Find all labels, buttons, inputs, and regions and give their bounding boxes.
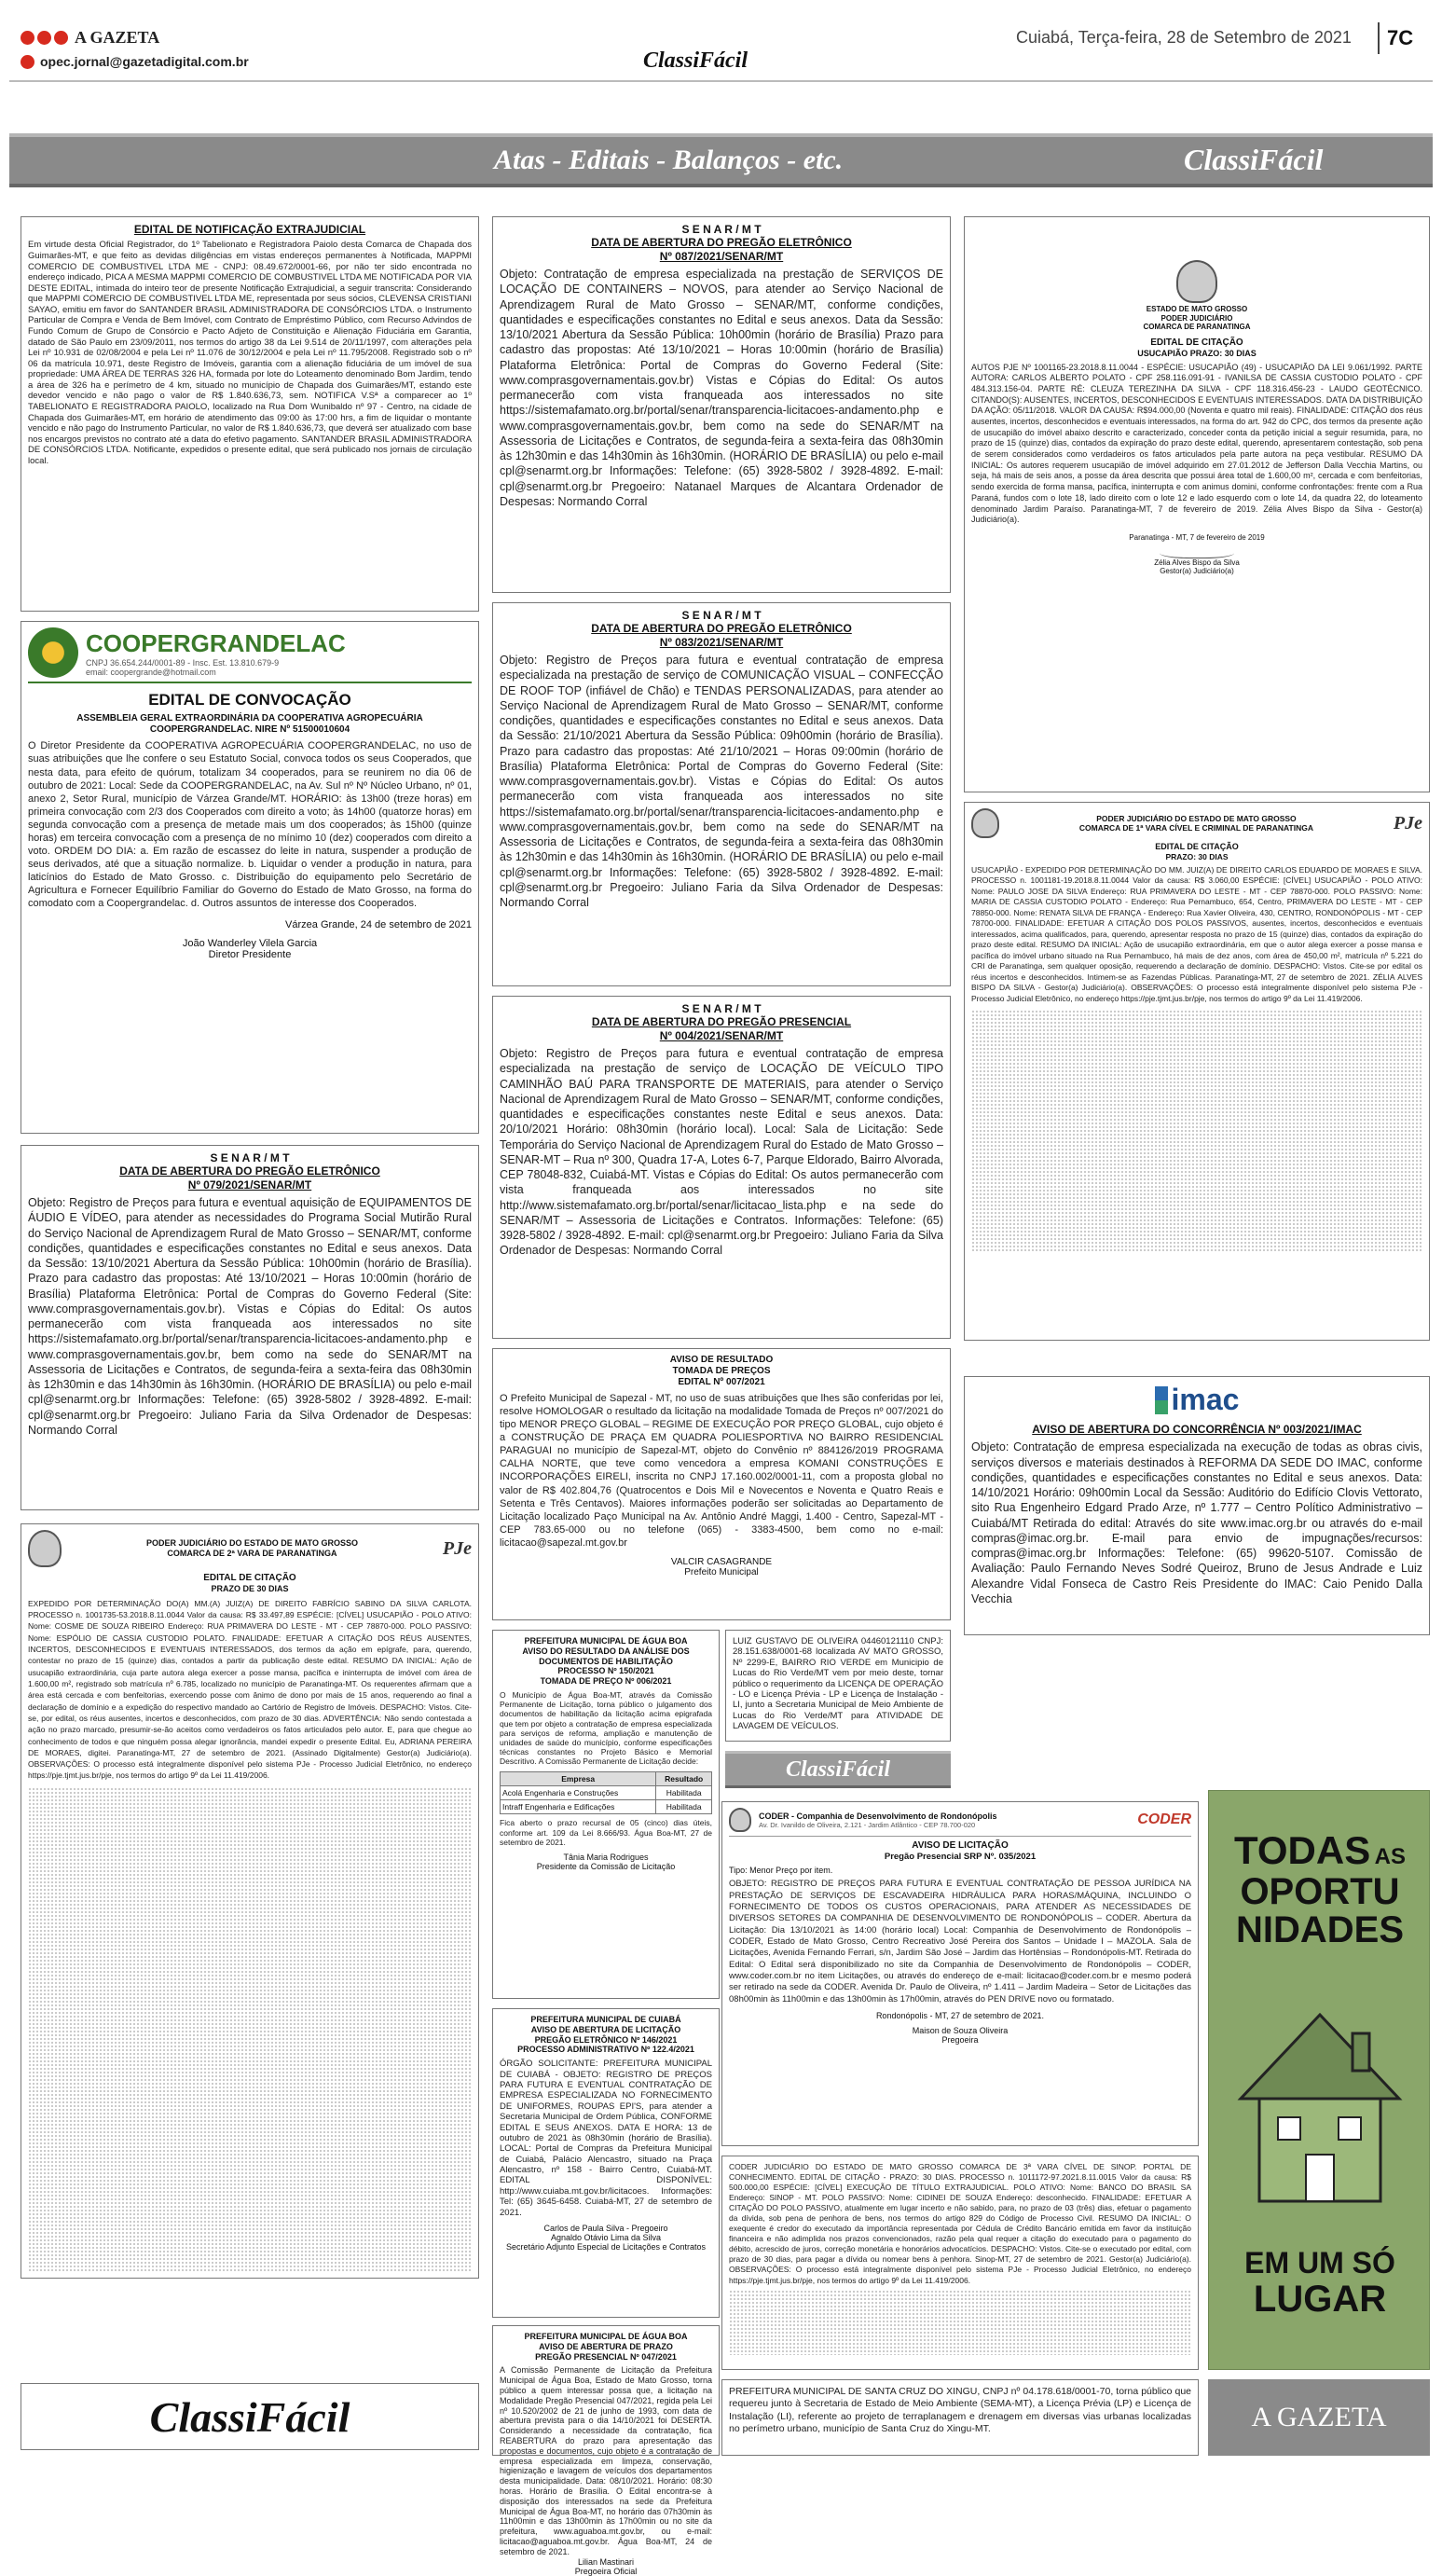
santa-body: PREFEITURA MUNICIPAL DE SANTA CRUZ DO XINGU, CNPJ nº 04.178.618/0001-70, torna público que requereu junto à Secretaria de Estado de Meio Ambiente (SEMA-MT), a Licença Prévia (LP) e Licença de Instalação (LI), referente ao projeto de terraplanagem e drenagem em diversas vias urbanas localizadas no perímetro urbano, município de Santa Cruz do Xingu-MT. — [729, 2386, 1191, 2435]
classifacil-mini-banner — [725, 1751, 951, 1788]
coop-subtitle: ASSEMBLEIA GERAL EXTRAORDINÁRIA DA COOPERATIVA AGROPECUÁRIA COOPERGRANDELAC. NIRE Nº 51500010604 — [76, 713, 423, 736]
aguaboa-modality: TOMADA DE PREÇO Nº 006/2021 — [540, 1676, 672, 1687]
court-comarca: COMARCA DE PARANATINGA — [1143, 323, 1251, 332]
coop-place: Várzea Grande, 24 de setembro de 2021 — [285, 919, 472, 931]
senar-body: Objeto: Registro de Preços para futura e eventual aquisição de EQUIPAMENTOS DE ÁUDIO E VÍDEO, para atender as necessidades do Programa Social Mutirão Rural do Serviço Nacional de Aprendizagem Rural de Mato Grosso – SENAR/MT, conforme condições, quantidades e especificações constantes no Edital e seus anexos. Data da Sessão: 13/10/2021 Abertura da Sessão Pública: 10h00min (horário de Brasília). Prazo para cadastro das propostas: Até 13/10/2021 – Horas 10:00min (horário de Brasília) Plataforma Eletrônica: Portal de Compras do Governo Federal (Site: www.comprasgovernamentais.gov.br). Vistas e Cópias do Edital: Os autos permanecerão com vista franqueada aos interessados no site https://sistemafamato.org.br/portal/senar/transparencia-licitacoes-andamento.php e www.comprasgovernamentais.gov.br, bem como na sede do SENAR/MT na Assessoria de Licitações e Contratos, de segunda-feira a sexta-feira das 08h30min às 12h30min e das 14h30min às 16h30min. (HORÁRIO DE BRASÍLIA) ou pelo e-mail cpl@senarmt.org.br Informações: Telefone: (65) 3928-5802 / 3928-4892. E-mail: cpl@senarmt.org.br Pregoeiro: Juliano Faria da Silva Ordenador de Despesas: Normando Corral — [28, 1196, 472, 1437]
coder-address: Av. Dr. Ivanildo de Oliveira, 2.121 - Jardim Atlântico - CEP 78.700-020 — [759, 1820, 976, 1829]
page-date: Cuiabá, Terça-feira, 28 de Setembro de 2021 — [1016, 28, 1352, 47]
court-header: PODER JUDICIÁRIO — [1160, 313, 1233, 323]
citation-fine-print — [28, 1787, 472, 2272]
senar-title: DATA DE ABERTURA DO PREGÃO ELETRÔNICO — [591, 236, 852, 250]
citation-title: EDITAL DE CITAÇÃO — [203, 1573, 296, 1583]
notice-extrajudicial — [21, 216, 479, 612]
notice-senar-presencial-004 — [492, 996, 951, 1339]
aguaboa-signatory: Tânia Maria Rodrigues — [563, 1853, 649, 1863]
aguaboa2-org: PREFEITURA MUNICIPAL DE ÁGUA BOA — [524, 2332, 688, 2341]
cuiaba-body: ÓRGÃO SOLICITANTE: PREFEITURA MUNICIPAL DE CUIABÁ - OBJETO: REGISTRO DE PREÇOS PARA FUTURA E EVENTUAL CONTRATAÇÃO DE EMPRESA ESPECIALIZADA NO FORNECIMENTO DE UNIFORMES, ROUPAS EPI'S, para atender a Secretaria Municipal de Ordem Pública, CONFORME EDITAL E SEUS ANEXOS. DATA E HORA: 13 de outubro de 2021 às 08h30min (horário de Brasília). LOCAL: Portal de Compras da Prefeitura Municipal de Cuiabá, Palácio Alencastro, situado na Praça Alencastro, nº 158 - Bairro Centro, Cuiabá-MT. EDITAL DISPONÍVEL: http://www.cuiaba.mt.gov.br/licitacoes. Informações: Tel: (65) 3645-6458. Cuiabá-MT, 27 de setembro de 2021. — [500, 2059, 712, 2218]
page-number: 7C — [1387, 26, 1414, 49]
table-row — [501, 1800, 712, 1814]
result-signatory-role: Prefeito Municipal — [684, 1566, 759, 1577]
senar-number: Nº 083/2021/SENAR/MT — [659, 635, 784, 649]
notice-paranatinga-citation — [964, 216, 1430, 792]
page-header — [0, 0, 1442, 78]
senar-title: DATA DE ABERTURA DO PREGÃO PRESENCIAL — [591, 1015, 852, 1029]
logo-dot-icon — [37, 31, 51, 45]
judicial-body: CODER JUDICIÁRIO DO ESTADO DE MATO GROSSO COMARCA DE 3ª VARA CÍVEL DE SINOP. PORTAL DE CONHECIMENTO. EDITAL DE CITAÇÃO - PRAZO: 30 DIAS. PROCESSO n. 1011172-97.2021.8.11.0015 Valor da causa: R$ 500.000,00 ESPÉCIE: [CÍVEL] EXECUÇÃO DE TÍTULO EXTRAJUDICIAL. POLO ATIVO: Nome: BANCO DO BRASIL SA Endereço: SINOP - MT. POLO PASSIVO: Nome: CIDINEI DE SOUZA Endereço: desconhecido. FINALIDADE: EFETUAR A CITAÇÃO DO POLO PASSIVO, atualmente em lugar incerto e não sabido, para, no prazo de 03 (três) dias, efetuar o pagamento da dívida, sob pena de penhora de bens, nos termos do artigo 829 do Código de Processo Civil. RESUMO DA INICIAL: O exequente é credor do executado da importância representada por Cédula de Crédito Bancário emitida em favor da instituição financeira e não adimplida nos prazos convencionados, razão pela qual requer a citação do executado para o pagamento do débito, acrescido de juros, correção monetária e honorários advocatícios. DESPACHO: Vistos. Cite-se o executado por edital, com prazo de 30 dias, para pagar a dívida ou nomear bens à penhora. Sinop-MT, 27 de setembro de 2021. Gestor(a) Judiciário(a). OBSERVAÇÕES: O processo está integralmente disponível pelo sistema PJe - Processo Judicial Eletrônico, no endereço https://pje.tjmt.jus.br/pje, nos termos do artigo 9º da Lei 11.419/2006. — [729, 2162, 1191, 2285]
notice-senar-079 — [21, 1145, 479, 1510]
aguaboa2-signatory: Lilian Mastinari — [577, 2556, 635, 2567]
contact-email-row — [21, 54, 249, 69]
aguaboa-footer: Fica aberto o prazo recursal de 05 (cinco) dias úteis, conforme art. 109 da Lei 8.666/93. Água Boa-MT, 27 de setembro de 2021. — [500, 1818, 712, 1847]
promo-line-1: TODAS — [1233, 1828, 1371, 1872]
footer-logo-box — [21, 2383, 479, 2450]
aguaboa-process: PROCESSO Nº 150/2021 — [557, 1666, 654, 1676]
citation-title: EDITAL DE CITAÇÃO — [1155, 842, 1239, 851]
promo-ad — [1208, 1790, 1430, 2370]
table-header: Empresa — [501, 1772, 656, 1786]
header-divider — [1378, 22, 1380, 54]
senar-body: Objeto: Registro de Preços para futura e eventual contratação de empresa especializada na prestação de serviço de LOCAÇÃO DE VEÍCULO TIPO CAMINHÃO BAÚ PARA TRANSPORTE DE MATERIAIS, para atender o Serviço Nacional de Aprendizagem Rural de Mato Grosso – SENAR/MT, conforme condições, quantidades e especificações constantes neste Edital e seus anexos. Data: 20/10/2021 Horário: 08h30min (horário local). Local: Sala de Licitação: Sede Temporária do Serviço Nacional de Aprendizagem Rural do Estado de Mato Grosso – SENAR-MT – Rua nº 300, Quadra 17-A, Lotes 6-7, Parque Eldorado, Bairro Alvorada, CEP 78048-832, Cuiabá-MT. Vistas e Cópias do Edital: Os autos permanecerão com vista franqueada aos interessados no site http://www.sistemafamato.org.br/portal/senar/licitacao_lista.php e na sede do SENAR/MT – Assessoria de Licitações e Contratos. Informações: Telefone: (65) 3928-5802 / 3928-4892. E-mail: cpl@senarmt.org.br Pregoeiro: Juliano Faria da Silva Ordenador de Despesas: Normando Corral — [500, 1047, 943, 1258]
state-crest-icon — [1176, 260, 1217, 303]
coop-signatory: João Wanderley Vilela Garcia — [182, 938, 318, 950]
section-banner — [9, 133, 1433, 187]
citation-body: USUCAPIÃO - EXPEDIDO POR DETERMINAÇÃO DO MM. JUIZ(A) DE DIREITO CARLOS EDUARDO DE MORAES E SILVA. PROCESSO n. 1001181-19.2018.8.11.0044 Valor da causa: R$ 3.060,00 ESPÉCIE: [CÍVEL] USUCAPIÃO - POLO ATIVO: Nome: PAULO JOSE DA SILVA Endereço: RUA PRIMAVERA DO LESTE - MT - CEP 78870-000. POLO PASSIVO: Nome: MARIA DE CASSIA CUSTODIO POLATO - Endereço: Rua Pernambuco, 654, Centro, PRIMAVERA DO LESTE - MT - CEP 78850-000. Nome: RENATA SILVA DE FRANÇA - Endereço: Rua Xavier Oliveira, 430, CENTRO, RONDONÓPOLIS - MT - CEP 78700-000. FINALIDADE: EFETUAR A CITAÇÃO DOS POLOS PASSIVOS, ausentes, incertos, desconhecidos e eventuais interessados, acima qualificados, para, querendo, apresentar resposta no prazo de 15 (quinze) dias, contados da expiração do prazo deste edital. RESUMO DA INICIAL: Ação de usucapião extraordinária, em que o autor alega exercer a posse mansa e pacífica do imóvel urbano situado na Rua Pernambuco, há mais de dez anos, com área de 450,00 m², matrícula nº 5.221 do CRI de Paranatinga, sem qualquer oposição, requerendo a declaração de domínio. DESPACHO: Vistos. Cite-se por edital os réus incertos e desconhecidos. Intimem-se as Fazendas Públicas. Paranatinga-MT, 27 de setembro de 2021. ZÉLIA ALVES BISPO DA SILVA - Gestor(a) Judiciário(a). OBSERVAÇÕES: O processo está integralmente disponível pelo sistema PJe - Processo Judicial Eletrônico, no endereço https://pje.tjmt.jus.br/pje, nos termos do artigo 9º da Lei 11.419/2006. — [971, 864, 1422, 1003]
citation-fine-print — [971, 1010, 1422, 1252]
coop-name: COOPERGRANDELAC — [86, 628, 346, 657]
senar-number: Nº 087/2021/SENAR/MT — [659, 249, 784, 263]
promo-line-5: LUGAR — [1253, 2279, 1387, 2320]
promo-line-4: EM UM SÓ — [1244, 2246, 1395, 2280]
imac-logo-icon — [1155, 1386, 1168, 1414]
notice-coder-judicial — [721, 2156, 1199, 2370]
table-header: Resultado — [656, 1772, 712, 1786]
court-header: PODER JUDICIÁRIO DO ESTADO DE MATO GROSSO — [145, 1538, 358, 1549]
citation-body: AUTOS PJE Nº 1001165-23.2018.8.11.0044 - ESPÉCIE: USUCAPIÃO (49) - USUCAPIÃO DA LEI 9.061/1992. PARTE AUTORA: CARLOS ALBERTO POLATO - CPF 258.116.091-91 - IVANILSA DE CASSIA CUSTODIO POLATO - CPF 484.313.156-04. PARTE RÉ: CLEUZA TEREZINHA DA SILVA - CPF 118.316.456-23 - LAUDO GEOTÉCNICO. CITANDO(S): AUSENTES, INCERTOS, DESCONHECIDOS E EVENTUAIS INTERESSADOS. DATA DA DISTRIBUIÇÃO DA AÇÃO: 05/11/2018. VALOR DA CAUSA: R$94.000,00 (Noventa e quatro mil reais). FINALIDADE: CITAÇÃO dos réus ausentes, incertos, desconhecidos e eventuais interessados, na forma do art. 942 do CPC, dos termos da presente ação de usucapião do imóvel abaixo descrito e caracterizado, conceder conta da petição inicial a seguir resumida, para, no prazo de 15 (quinze) dias, contados da expiração do prazo deste edital, querendo, apresentarem contestação, sob pena de serem considerados como verdadeiros os fatos articulados pela parte autora na peça vestibular. RESUMO DA INICIAL: Os autores requerem usucapião de imóvel adquirido em 27.01.2012 de Jefferson Dalla Vecchia Martins, ou seja, há mais de seis anos, a posse da área descrita que possui área total de 1.600,00 m², cercada e com benfeitorias, sendo exercida de forma mansa, pacífica, ininterrupta e com animus domini, conforme confrontações: frente com a Rua Paraná, fundos com o lote 18, lado direito com o lote 12 e lado esquerdo com o lote 14, da quadra 22, do loteamento denominado Jardim Paraíso. Paranatinga-MT, 7 de fevereiro de 2019. Zélia Alves Bispo da Silva - Gestor(a) Judiciário(a). — [971, 362, 1422, 525]
notice-santa-cruz-license — [721, 2379, 1199, 2456]
banner-title: Atas - Editais - Balanços - etc. — [494, 145, 844, 175]
coop-signatory-role: Diretor Presidente — [208, 949, 292, 961]
citation-subtitle: USUCAPIÃO PRAZO: 30 DIAS — [1137, 348, 1257, 358]
notice-title: EDITAL DE NOTIFICAÇÃO EXTRAJUDICIAL — [133, 223, 366, 236]
notice-lucas-license — [725, 1630, 951, 1742]
coder-signatory-role: Pregoeira — [941, 2035, 979, 2046]
cuiaba-title: AVISO DE ABERTURA DE LICITAÇÃO — [530, 2024, 681, 2034]
senar-org: S E N A R / M T — [681, 1002, 762, 1015]
table-cell: Acolá Engenharia e Construções — [501, 1786, 656, 1800]
coder-title: AVISO DE LICITAÇÃO — [912, 1840, 1009, 1851]
coder-body: OBJETO: REGISTRO DE PREÇOS PARA FUTURA E EVENTUAL CONTRATAÇÃO DE PESSOA JURÍDICA NA PRESTAÇÃO DE SERVIÇOS DE ESCAVADEIRA HIDRÁULICA PARA HORAS/MÁQUINA, INCLUINDO O FORNECIMENTO DE TODOS OS CUSTOS OPERACIONAIS, PARA ATENDER AS NECESSIDADES DE DIVERSOS SETORES DA COMPANHIA DE DESENVOLVIMENTO DE RONDONÓPOLIS – CODER. Abertura da Licitação: Dia 13/10/2021 às 14:00 (horário local) Local: Companhia de Desenvolvimento de Rondonópolis – CODER, Estado de Mato Grosso, Centro Recreativo José Pereira dos Santos – Unidade I – MAZOLA. Sala de Licitações, Avenida Fernando Ferrari, s/n, Jardim São José – Jardim das Hortênsias – Rondonópolis-MT. Retirada do Edital: O Edital será disponibilizado no site da Companhia de Desenvolvimento de Rondonópolis – CODER, www.coder.com.br no item Licitações, ou através do endereço de e-mail: licitacao@coder.com.br e mesmo poderá ser retirado na sede da CODER. Avenida Dr. Paulo de Oliveira, nº 1.411 – Jardim Madeira – Setor de Licitações das 08h00min às 11h00min e das 13h00min às 17h00min, através do PEN DRIVE novo ou formatado. — [729, 1879, 1191, 2004]
senar-number: Nº 079/2021/SENAR/MT — [187, 1178, 312, 1192]
notice-senar-083 — [492, 602, 951, 986]
aguaboa-signatory-role: Presidente da Comissão de Licitação — [536, 1862, 676, 1872]
cuiaba-org: PREFEITURA MUNICIPAL DE CUIABÁ — [530, 2015, 681, 2024]
contact-email[interactable]: opec.jornal@gazetadigital.com.br — [40, 54, 249, 69]
house-icon — [1231, 2005, 1408, 2211]
citation-body: EXPEDIDO POR DETERMINAÇÃO DO(A) MM.(A) JUIZ(A) DE DIREITO FABRÍCIO SABINO DA SILVA CARLOTA. PROCESSO n. 1001735-53.2018.8.11.0044 Valor da causa: R$ 33.497,89 ESPÉCIE: [CÍVEL] USUCAPIÃO - POLO ATIVO: Nome: COSME DE SOUZA RIBEIRO Endereço: RUA PRIMAVERA DO LESTE - MT - CEP 78870-000. POLO PASSIVO: Nome: ESPÓLIO DE CASSIA CUSTODIO POLATO. FINALIDADE: EFETUAR A CITAÇÃO DOS RÉUS AUSENTES, INCERTOS, DESCONHECIDOS E EVENTUAIS INTERESSADOS, dos termos da ação em epígrafe, para, querendo, contestar no prazo de 15 (quinze) dias, contados a partir da publicação deste edital. RESUMO DA INICIAL: Ação de usucapião extraordinária, cuja parte autora alega exercer a posse mansa, pacífica e ininterrupta de imóvel com área de 1.600,00 m², registrado sob matrícula nº 6.785, localizado no município de Paranatinga-MT. Os requerentes afirmam que a área está cercada e com benfeitorias, exercendo posse com ânimo de dono por mais de 15 anos, requerendo ao final a declaração de domínio e a expedição do respectivo mandado ao Cartório de Registro de Imóveis. DESPACHO: Vistos. Cite-se, por edital, os réus ausentes, incertos e desconhecidos, com prazo de 30 dias. ADVERTÊNCIA: Não sendo contestada a ação no prazo marcado, presumir-se-ão aceitos como verdadeiros os fatos articulados pelo autor. E, para que chegue ao conhecimento de todos e que ninguém possa alegar ignorância, mandei expedir o presente Edital. Eu, ADRIANA PEREIRA DE MORAES, digitei. Paranatinga-MT, 27 de setembro de 2021. (Assinado Digitalmente) Gestor(a) Judiciário(a). OBSERVAÇÕES: O processo está integralmente disponível pelo sistema PJe - Processo Judicial Eletrônico, no endereço https://pje.tjmt.jus.br/pje, nos termos do artigo 9º da Lei 11.419/2006. — [28, 1598, 472, 1781]
result-edital: EDITAL Nº 007/2021 — [678, 1377, 765, 1387]
cuiaba-signatory-2: Agnaldo Otávio Lima da Silva — [550, 2233, 662, 2243]
table-cell: Habilitada — [656, 1786, 712, 1800]
logo-dot-icon — [21, 31, 34, 45]
notice-pje-citation-1 — [21, 1523, 479, 2279]
court-header: PODER JUDICIÁRIO DO ESTADO DE MATO GROSSO — [1096, 813, 1297, 823]
classifacil-mini-logo: ClassiFácil — [785, 1756, 891, 1782]
citation-signatory-role: Gestor(a) Judiciário(a) — [1160, 566, 1234, 575]
imac-body: Objeto: Contratação de empresa especializada na execução de todas as obras civis, serviços diversos e materiais destinados à REFORMA DA SEDE DO IMAC, conforme condições, quantidades e especificações constantes no Edital e seus anexos. Data: 14/10/2021 Horário: 09h00min Local da Sessão: Auditório do Edifício Clovis Vettorato, sito Rua Engenheiro Edgard Prado Arze, nº 1.777 – Centro Político Administrativo – Cuiabá/MT Retirada do edital: Através do site www.imac.org.br ou através do e-mail compras@imac.org.br. E-mail para envio de impugnações/recursos: compras@imac.org.br Informações: Telefone: (65) 99620-5107. Comissão de Avaliação: Paulo Fernando Neves Sodré Queiroz, Bruno de Jesus Andrade e Luiz Alexandre Vidal Fonseca de Castro Reis Presidente do IMAC: Caio Penido Dalla Vecchia — [971, 1440, 1422, 1605]
senar-title: DATA DE ABERTURA DO PREGÃO ELETRÔNICO — [591, 622, 852, 636]
email-icon — [21, 55, 34, 69]
senar-title: DATA DE ABERTURA DO PREGÃO ELETRÔNICO — [119, 1164, 380, 1178]
header-rule — [9, 80, 1433, 82]
notice-aguaboa-habilitacao — [492, 1630, 720, 1999]
cuiaba-signatory: Carlos de Paula Silva - Pregoeiro — [543, 2224, 668, 2234]
aguaboa2-signatory-role: Pregoeira Oficial — [574, 2566, 638, 2576]
cuiaba-signatory-role: Secretário Adjunto Especial de Licitações e Contratos — [505, 2242, 707, 2252]
coder-tipo: Tipo: Menor Preço por item. — [729, 1866, 833, 1876]
license-body: LUIZ GUSTAVO DE OLIVEIRA 04460121110 CNPJ: 28.151.638/0001-68 localizada AV MATO GROSSO, Nº 2299-E, BAIRRO RIO VERDE em Municipio de Lucas do Rio Verde/MT vem por meio deste, tornar público o requerimento da LICENÇA DE OPERAÇÃO - LO e Licença Prévia - LP e Licença de Instalação - LI, junto a Secretaria Municipal de Meio Ambiente de Lucas do Rio Verde/MT para ATIVIDADE DE LAVAGEM DE VEÍCULOS. — [733, 1636, 943, 1732]
senar-number: Nº 004/2021/SENAR/MT — [659, 1028, 784, 1042]
senar-org: S E N A R / M T — [681, 223, 762, 236]
result-signatory: VALCIR CASAGRANDE — [670, 1556, 773, 1567]
senar-org: S E N A R / M T — [210, 1151, 290, 1164]
promo-footer — [1209, 2246, 1431, 2318]
table-cell: Intraff Engenharia e Edificações — [501, 1800, 656, 1814]
notice-body: Em virtude desta Oficial Registrador, do 1º Tabelionato e Registradora Paiolo desta Comarca de Chapada dos Guimarães-MT, e que feito as devidas diligências em vistas endereços permanentes à Notificada, MAPPMI COMERCIO DE COMBUSTIVEL LTDA ME - CNPJ: 08.49.672/0001-66, por não ter sido encontrada no endereço indicado, PICA A MESMA MAPPMI COMERCIO DE COMBUSTIVEL LTDA ME NOTIFICADA POR VIA DESTE EDITAL, intimada do inteiro teor de presente Notificação Extrajudicial, a seguir transcrita: Considerando que MAPPMI COMERCIO DE COMBUSTIVEL LTDA ME, representada por seus sócios, CLEVENSA CRISTIANI SAYAO, emitiu em favor do SANTANDER BRASIL ADMINISTRADORA DE CONSÓRCIOS LTDA. o Instrumento Particular de Compra e Venda de Bem Imóvel, com Contrato de Empréstimo Público, com Recurso Advindos de Fundo Comum de Grupo de Consórcio e Pacto Adjeto de Constituição e Alienação Fiduciária em Garantia, datado de São Paulo em 23/09/2011, nos termos do artigo 38 da Lei 9.514 de 20/11/1997, com alterações pela Lei nº 10.931 de 02/08/2004 e pela Lei nº 11.076 de 30/12/2004 e pela Lei nº 11.795/2008. Registrado sob o nº 06 da matrícula 10.971, deste Registro de Imóveis, garantia com a alienação fiduciária de um imóvel de sua propriedade: UMA ÁREA DE TERRAS 326 HA, formada por lote do Loteamento denominado Bom Jardim, tendo a área de 326 ha e perímetro de 4 km, situado no município de Chapada dos Guimarães/MT, estando este devedor vencido e não pago o valor de R$ 1.840.636,73, sem. NOTIFICA V.Sª a comparecer ao 1º TABELIONATO E REGISTRADORA PAIOLO, localizado na Rua Dom Wunibaldo nº 97 - Centro, na cidade de Chapada dos Guimarães-MT, em horário de atendimento das 09:00 às 17:00 hrs, a fim de liquidar o montante vencido e não pago do Instrumento Particular, no valor de R$ 1.840.636,73, que deverá ser atualizado com base nos encargos previstos no contrato até a data do efetivo pagamento. SANTANDER BRASIL ADMINISTRADORA DE CONSÓRCIOS LTDA. Notificante, expedidos o presente edital, que será publicado nos jornais de circulação local. — [28, 240, 472, 466]
footer-classifacil-logo: ClassiFácil — [149, 2392, 350, 2441]
senar-org: S E N A R / M T — [681, 609, 762, 622]
section-logo: ClassiFácil — [643, 48, 748, 73]
coop-body: O Diretor Presidente da COOPERATIVA AGROPECUÁRIA COOPERGRANDELAC, no uso de suas atribuições que lhe confere o seu Estatuto Social, convoca todos os seus Cooperados, que nesta data, para efeito de quórum, totalizam 34 cooperados, para se reunirem no dia 06 de outubro de 2021: Local: Sede da COOPERGRANDELAC, na Av. Sul nº Nº Núcleo Urbano, nº 01, anexo 2, Setor Rural, município de Várzea Grande/MT. HORÁRIO: às 13h00 (treze horas) em primeira convocação com 2/3 dos Cooperados com direito a voto; às 14h00 (quatorze horas) em segunda convocação com a presença de metade mais um dos cooperados; às 15h00 (quinze horas) em terceira convocação com a presença de no mínimo 10 (dez) cooperados com direito a voto. ORDEM DO DIA: a. Em razão de escassez do leite in natura, suspender a produção de seus derivados, até que a situação normalize. b. Liquidar o vender a produção in natura, para laticínios do Estado de Mato Grosso. c. Distribuição do equipamento pelo Secretário de Agricultura e Fornecer Equilíbrio Familiar do Governo do Estado de Mato Grosso, na forma do comodato com a Coopergrandelac. d. Outros assuntos de interesse dos Cooperados. — [28, 740, 472, 910]
notice-coopergrandelac — [21, 621, 479, 1134]
court-crest-icon — [28, 1530, 62, 1567]
coder-signatory: Maison de Souza Oliveira — [912, 2026, 1009, 2036]
signature-mark — [1160, 545, 1234, 558]
table-cell: Habilitada — [656, 1800, 712, 1814]
aguaboa2-body: A Comissão Permanente de Licitação da Prefeitura Municipal de Água Boa, Estado de Mato Grosso, torna público a quem interessar possa que, a licitação na Modalidade Pregão Presencial 047/2021, regida pela Lei nº 10.520/2002 de 21 de junho de 1993, com data de abertura prevista para o dia 14/10/2021 foi DESERTA. Considerando a necessidade da contratação, fica REABERTURA do prazo para apresentação das propostas e documentos, cujo objeto é a contratação de empresa especializada em limpeza, conservação, higienização e lavagem de veículos dos departamentos desta municipalidade. Data: 08/10/2021. Horário: 08:30 horas. Horário de Brasília. O Edital encontra-se à disposição dos interessados na sede da Prefeitura Municipal de Água Boa-MT, no horário das 07h30min às 11h00min e das 13h00min às 17h00min ou no site da prefeitura, www.aguaboa.mt.gov.br, ou e-mail: licitacao@aguaboa.mt.gov.br. Água Boa-MT, 24 de setembro de 2021. — [500, 2365, 712, 2556]
coder-place: Rondonópolis - MT, 27 de setembro de 2021. — [875, 2011, 1045, 2021]
state-header: ESTADO DE MATO GROSSO — [1146, 305, 1248, 313]
court-comarca: COMARCA DE 2ª VARA DE PARANATINGA — [167, 1549, 337, 1558]
result-modality: TOMADA DE PREÇOS — [672, 1366, 771, 1376]
footer-brand: A GAZETA — [1251, 2402, 1387, 2432]
aguaboa2-pregao: PREGÃO PRESENCIAL Nº 047/2021 — [535, 2351, 677, 2362]
logo-dot-icon — [54, 31, 68, 45]
notice-cuiaba-pregao — [492, 2008, 720, 2318]
coop-logo-icon — [28, 627, 78, 678]
aguaboa-result-table — [500, 1771, 712, 1814]
pje-logo-icon: PJe — [442, 1537, 472, 1559]
footer-brand-box — [1208, 2379, 1430, 2456]
coder-pregao: Pregão Presencial SRP Nº. 035/2021 — [884, 1852, 1037, 1862]
imac-logo — [971, 1383, 1422, 1417]
notice-senar-087 — [492, 216, 951, 593]
banner-logo: ClassiFácil — [1184, 143, 1324, 176]
aguaboa-org: PREFEITURA MUNICIPAL DE ÁGUA BOA — [524, 1636, 688, 1646]
notice-imac — [964, 1376, 1430, 1635]
result-body: O Prefeito Municipal de Sapezal - MT, no uso de suas atribuições que lhes são conferidas por lei, resolve HOMOLOGAR o resultado da licitação na modalidade Tomada de Preços nº 007/2021 do tipo MENOR PREÇO GLOBAL – REGIME DE EXECUÇÃO POR PREÇO GLOBAL, cujo objeto é a CONSTRUÇÃO DE PRAÇA EM QUADRA POLIESPORTIVA NO BAIRRO RESIDENCIAL PARAGUAI no município de Sapezal-MT, objeto do Convênio nº 884126/2019 PROGRAMA CALHA NORTE, que teve como vencedora a empresa KOMANI CONSTRUÇÕES E INCORPORAÇÕES EIRELI, inscrita no CNPJ 17.160.002/0001-11, com a proposta global no valor de R$ 402.804,76 (Quatrocentos e Dois Mil e Novecentos e Noventa e Quatro Reais e Setenta e Três Centavos). Maiores informações poderão ser solicitadas ao Departamento de Licitação localizado Paço Municipal na Av. Antônio André Maggi, 1.400 - Centro, Sapezal-MT - CEP 783.65-000 ou no telefone (065) - 3383-4500, bem como no e-mail: licitacao@sapezal.mt.gov.br — [500, 1393, 943, 1549]
table-row — [501, 1786, 712, 1800]
coop-email: email: coopergrande@hotmail.com — [86, 667, 216, 677]
brand-name: A GAZETA — [75, 28, 160, 47]
imac-title: AVISO DE ABERTURA DO CONCORRÊNCIA Nº 003/2021/IMAC — [1032, 1423, 1362, 1436]
coder-logo-icon: CODER — [1137, 1811, 1191, 1827]
notice-sapezal-result — [492, 1348, 951, 1620]
citation-title: EDITAL DE CITAÇÃO — [1150, 337, 1243, 348]
senar-body: Objeto: Contratação de empresa especializada na prestação de SERVIÇOS DE LOCAÇÃO DE CONTAINERS – NOVOS, para atender ao Serviço Nacional de Aprendizagem Rural de Mato Grosso – SENAR/MT, conforme condições, quantidades e especificações constantes no Edital e seus anexos. Data da Sessão: 13/10/2021 Abertura da Sessão Pública: 10h00min (horário de Brasília) Prazo para cadastro das propostas: Até 13/10/2021 – Horas 10:00min (horário de Brasília) Plataforma Eletrônica: Portal de Compras do Governo Federal (Site: www.comprasgovernamentais.gov.br) Vistas e Cópias do Edital: Os autos permanecerão com vista franqueada aos interessados no site https://sistemafamato.org.br/portal/senar/transparencia-licitacoes-andamento.php e www.comprasgovernamentais.gov.br, bem como na sede do SENAR/MT na Assessoria de Licitações e Contratos, de segunda-feira a sexta-feira das 08h30min às 12h30min e das 14h30min às 16h30min. (HORÁRIO DE BRASÍLIA) ou pelo e-mail cpl@senarmt.org.br Informações: Telefone: (65) 3928-5802 / 3928-4892. E-mail: cpl@senarmt.org.br Pregoeiro: Natanael Marques de Alcantara Ordenador de Despesas: Normando Corral — [500, 268, 943, 508]
cuiaba-process: PROCESSO ADMINISTRATIVO Nº 122.4/2021 — [517, 2045, 694, 2055]
citation-signatory: Zélia Alves Bispo da Silva — [1154, 558, 1240, 567]
aguaboa-body: O Município de Água Boa-MT, através da Comissão Permanente de Licitação, torna público o julgamento dos documentos de habilitação da licitação acima epigrafada que tem por objeto a contratação de empresa especializada para serviços de reforma, ampliação e manutenção de unidades de saúde do município, conforme especificações técnicas constantes no Projeto Básico e Memorial Descritivo. A Comissão Permanente de Licitação decide: — [500, 1689, 712, 1767]
citation-subtitle: PRAZO DE 30 DIAS — [211, 1584, 289, 1593]
imac-logo-text: imac — [1171, 1383, 1240, 1416]
citation-subtitle: PRAZO: 30 DIAS — [1165, 851, 1229, 861]
notice-coder-licitacao — [721, 1801, 1199, 2146]
brand-logo — [21, 28, 159, 48]
citation-place: Paranatinga - MT, 7 de fevereiro de 2019 — [1129, 532, 1265, 542]
aguaboa-title: AVISO DO RESULTADO DA ANÁLISE DOS DOCUMENTOS DE HABILITAÇÃO — [522, 1646, 690, 1666]
promo-headline — [1209, 1828, 1431, 1949]
promo-line-1b: AS — [1374, 1844, 1407, 1869]
promo-line-3: NIDADES — [1235, 1909, 1405, 1950]
aguaboa2-title: AVISO DE ABERTURA DE PRAZO — [539, 2341, 673, 2351]
judicial-fine-print — [729, 2290, 1191, 2355]
coder-crest-icon — [729, 1808, 751, 1832]
coder-name: CODER - Companhia de Desenvolvimento de Rondonópolis — [759, 1811, 997, 1821]
result-title: AVISO DE RESULTADO — [669, 1355, 774, 1365]
notice-pje-citation-2 — [964, 802, 1430, 1341]
pje-logo-icon: PJe — [1393, 812, 1422, 833]
coop-cnpj: CNPJ 36.654.244/0001-89 - Insc. Est. 13.810.679-9 — [86, 657, 280, 668]
coop-title: EDITAL DE CONVOCAÇÃO — [148, 691, 351, 709]
court-crest-icon — [971, 808, 999, 838]
senar-body: Objeto: Registro de Preços para futura e eventual contratação de empresa especializada na prestação de serviço de COMUNICAÇÃO VISUAL – CONFECÇÃO DE ROOF TOP (infiável de Chão) e TENDAS PERSONALIZADAS, para atender ao Serviço Nacional de Aprendizagem Rural de Mato Grosso – SENAR/MT, conforme condições, quantidades e especificações constantes no Edital e seus anexos. Data da Sessão: 21/10/2021 Abertura da Sessão Pública: 09h00min (horário de Brasília). Prazo para cadastro das propostas: Até 21/10/2021 – Horas 09:00min (horário de Brasília) Plataforma Eletrônica: Portal de Compras do Governo Federal (Site: www.comprasgovernamentais.gov.br). Vistas e Cópias do Edital: Os autos permanecerão com vista franqueada aos interessados no site https://sistemafamato.org.br/portal/senar/transparencia-licitacoes-andamento.php e www.comprasgovernamentais.gov.br, bem como na sede do SENAR/MT na Assessoria de Licitações e Contratos, de segunda-feira a sexta-feira das 08h30min às 12h30min e das 14h30min às 16h30min. (HORÁRIO DE BRASÍLIA) ou pelo e-mail cpl@senarmt.org.br Informações: Telefone: (65) 3928-5802 / 3928-4892. E-mail: cpl@senarmt.org.br Pregoeiro: Juliano Faria da Silva Ordenador de Despesas: Normando Corral — [500, 654, 943, 910]
cuiaba-pregao: PREGÃO ELETRÔNICO Nº 146/2021 — [534, 2034, 678, 2045]
notice-aguaboa-prazo — [492, 2325, 720, 2576]
promo-line-2: OPORTU — [1240, 1871, 1400, 1912]
court-comarca: COMARCA DE 1ª VARA CÍVEL E CRIMINAL DE PARANATINGA — [1078, 823, 1313, 833]
